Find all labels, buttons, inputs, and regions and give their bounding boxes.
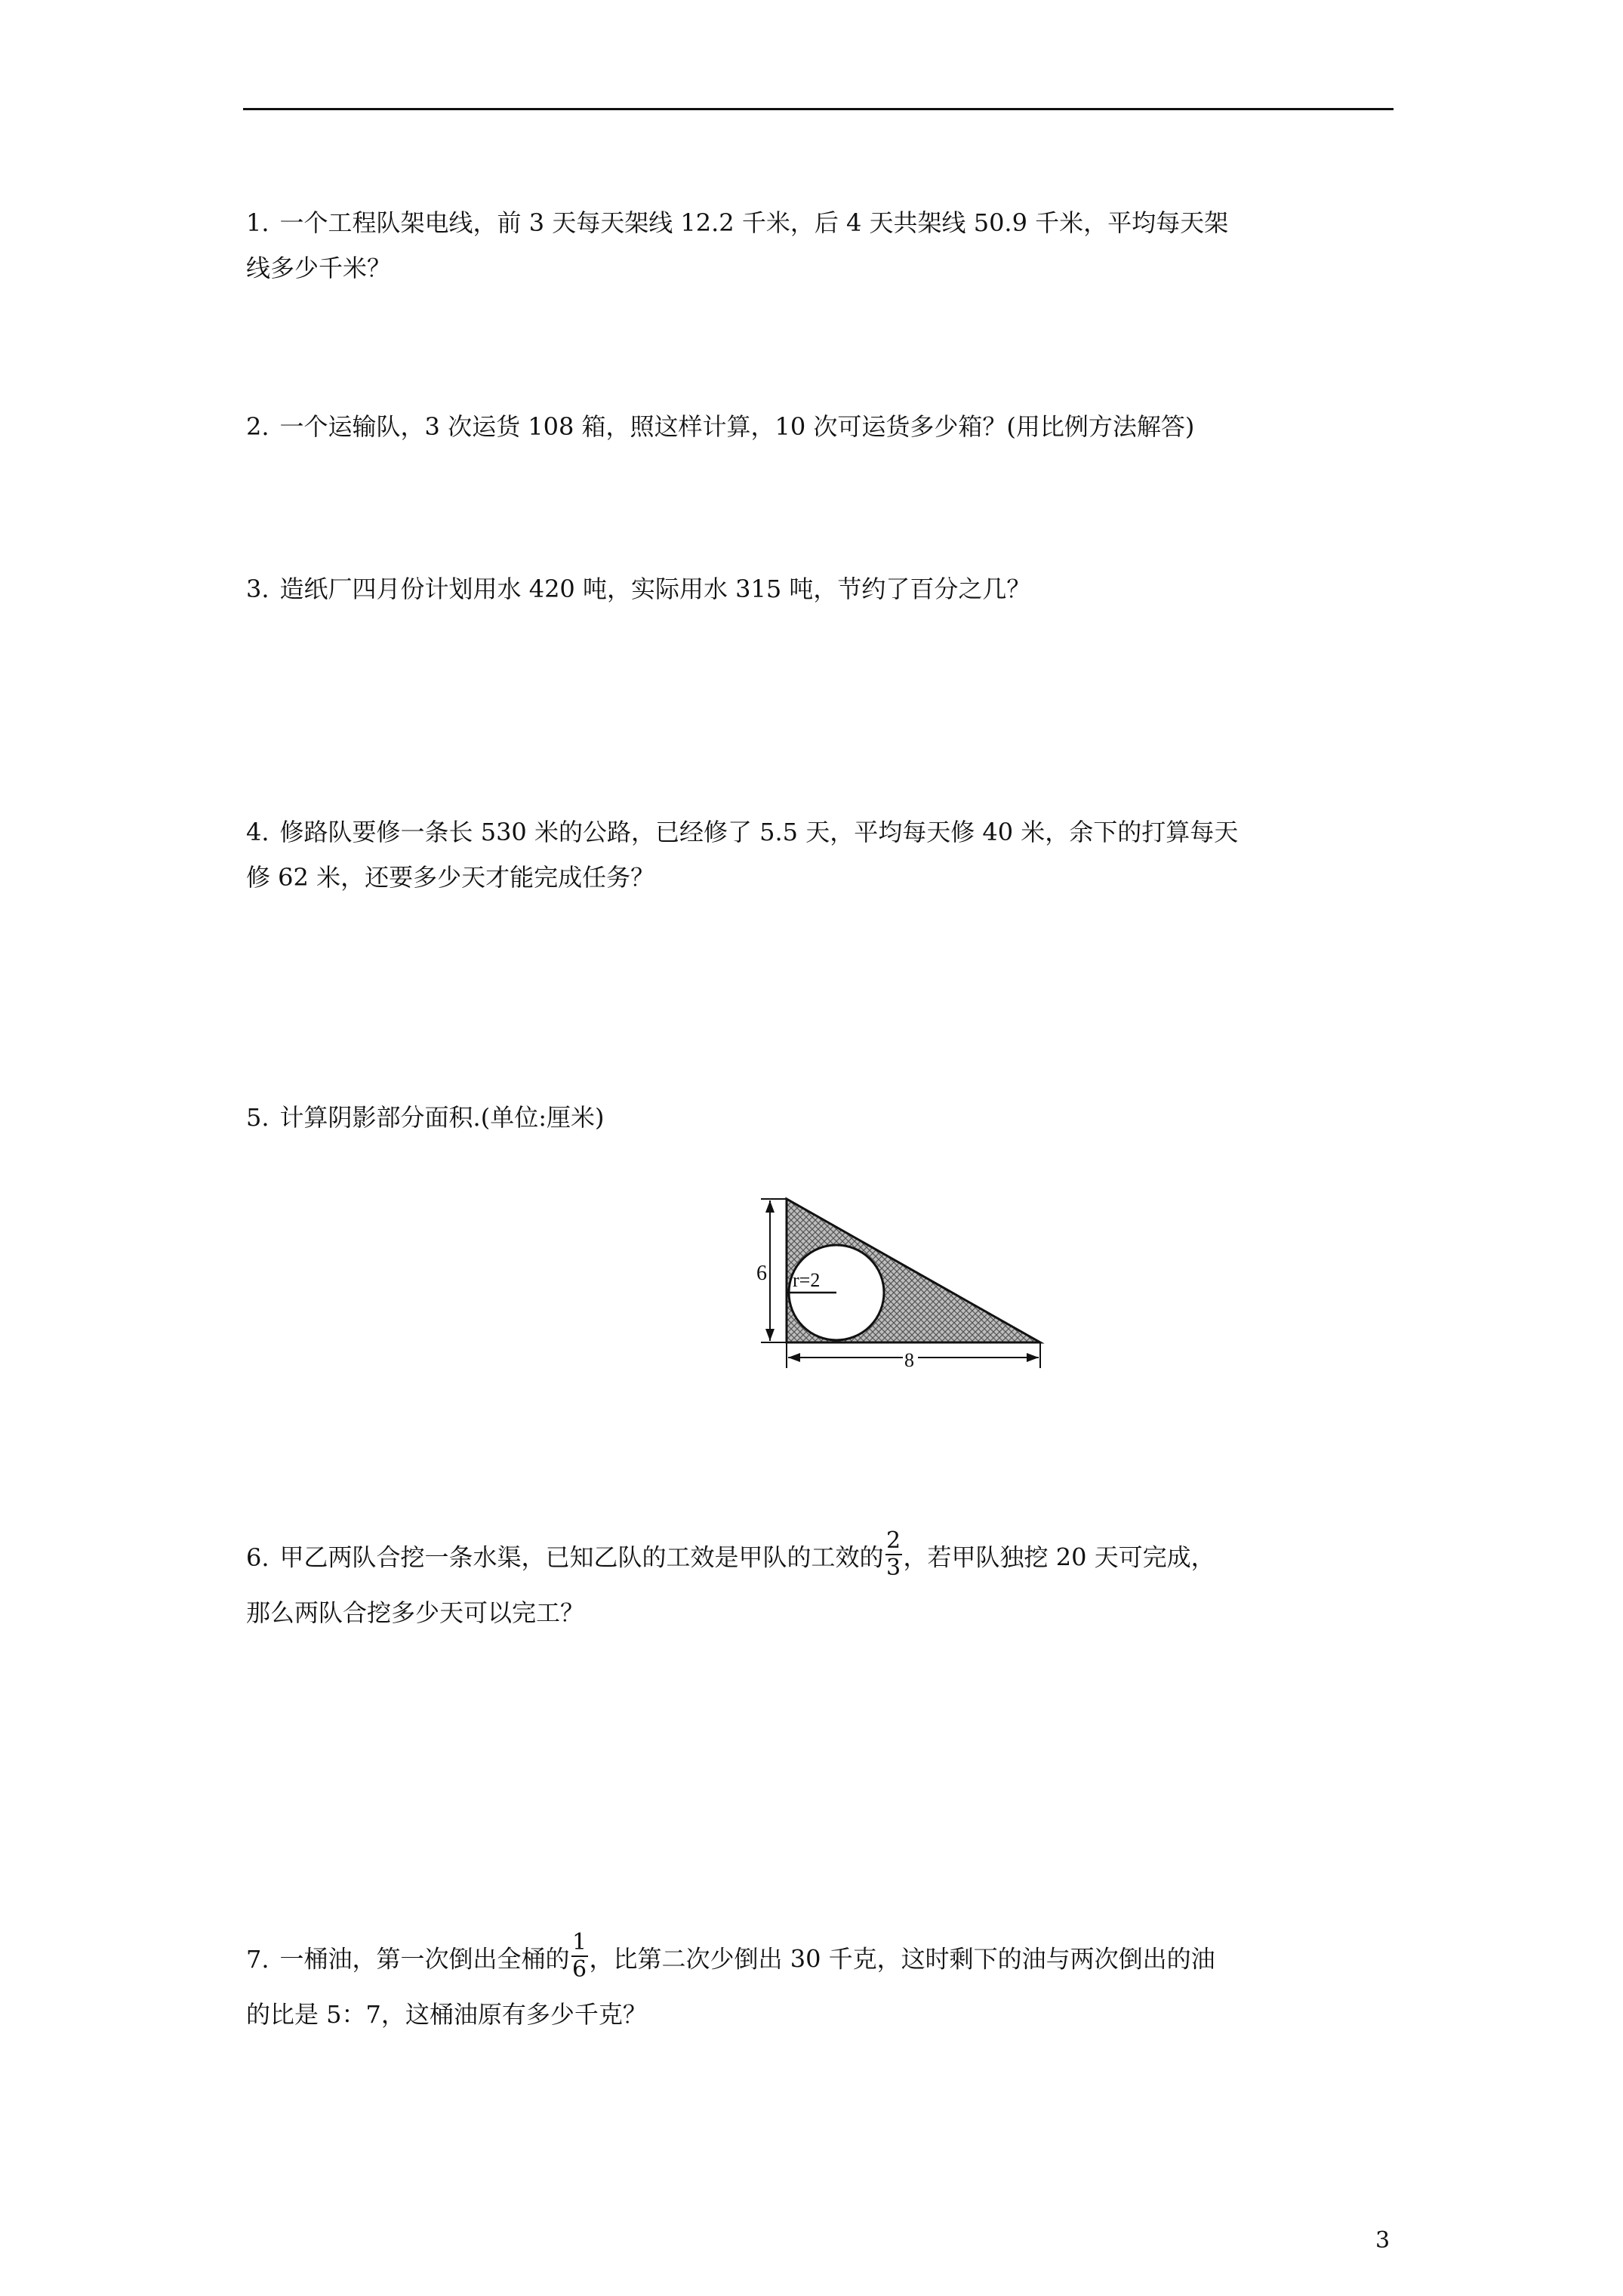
question-text: 一个运输队，3 次运货 108 箱，照这样计算，10 次可运货多少箱？(用比例方法解答) [279,412,1195,441]
question-number: 1. [246,208,269,237]
question-text-line2: 那么两队合挖多少天可以完工？ [246,1598,585,1627]
question-number: 4. [246,818,269,846]
question-number: 5. [246,1103,269,1132]
question-5 [246,1095,1394,1140]
fraction-numerator: 2 [886,1527,901,1554]
question-4 [246,809,1394,900]
question-number: 2. [246,412,269,441]
page-number: 3 [1375,2227,1390,2254]
question-text: 甲乙两队合挖一条水渠，已知乙队的工效是甲队的工效的 [279,1542,884,1572]
base-arrow-right [1027,1353,1039,1362]
shaded-triangle-diagram [740,1193,1057,1385]
question-7 [246,1929,1394,2037]
triangle-figure [740,1193,1057,1382]
question-number: 3. [246,575,269,603]
question-number: 7. [246,1944,269,1974]
fraction [571,1930,588,1983]
question-number: 6. [246,1542,269,1572]
question-text: 修路队要修一条长 530 米的公路，已经修了 5.5 天，平均每天修 40 米，余下的打算每天 [279,818,1239,846]
fraction-numerator: 1 [572,1929,587,1955]
fraction-denominator: 3 [886,1555,901,1581]
base-arrow-left [788,1353,800,1362]
question-text-line2: 的比是 5：7，这桶油原有多少千克？ [246,2000,647,2029]
question-text: 一桶油，第一次倒出全桶的 [279,1944,570,1974]
height-arrow-bottom [765,1329,775,1341]
question-text-line2: 修 62 米，还要多少天才能完成任务？ [246,863,655,892]
question-3 [246,566,1394,612]
height-arrow-top [765,1200,775,1213]
question-text: 计算阴影部分面积.(单位:厘米) [279,1103,605,1132]
header-rule [243,108,1394,110]
height-label: 6 [756,1262,767,1285]
fraction [885,1528,902,1581]
question-text: 一个工程队架电线，前 3 天每天架线 12.2 千米，后 4 天共架线 50.9 千米，平均每天架 [279,208,1229,237]
question-1 [246,200,1394,291]
fraction-denominator: 6 [572,1956,587,1983]
question-2 [246,404,1394,449]
question-text-cont: ，若甲队独挖 20 天可完成， [903,1542,1215,1572]
radius-label: r=2 [793,1269,821,1291]
question-6 [246,1527,1394,1635]
question-text-cont: ，比第二次少倒出 30 千克，这时剩下的油与两次倒出的油 [589,1944,1215,1974]
question-text-line2: 线多少千米？ [246,254,392,282]
question-text: 造纸厂四月份计划用水 420 吨，实际用水 315 吨，节约了百分之几？ [279,575,1031,603]
base-label: 8 [904,1349,914,1371]
